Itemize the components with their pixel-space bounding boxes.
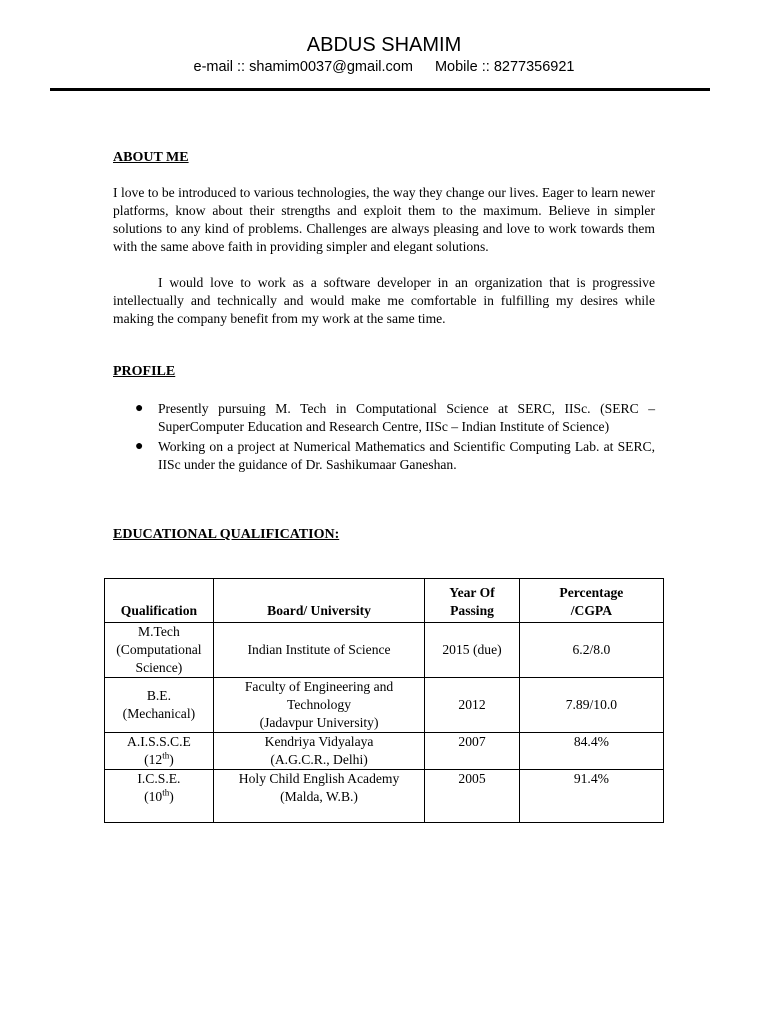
about-paragraph-1: I love to be introduced to various technologies, the way they change our lives. Eager to learn newer platforms, know about their strengths and exploit them to the maximum. Believe in simpler solutions to any kind of problems. Challenges are always pleasing and love to work towards them with the same above faith in providing simpler and elegant solutions. — [113, 185, 655, 254]
mobile-label: Mobile :: — [434, 59, 490, 75]
profile-item-text: Working on a project at Numerical Mathematics and Scientific Computing Lab. at SERC, IISc under the guidance of Dr. Sashikumaar Ganeshan. — [158, 439, 655, 472]
year-cell: 2005 — [425, 770, 520, 823]
score-cell: 84.4% — [519, 733, 663, 770]
board-cell: Holy Child English Academy (Malda, W.B.) — [213, 770, 424, 823]
score-cell: 6.2/8.0 — [519, 623, 663, 678]
profile-list-item — [113, 438, 655, 474]
profile-item-text: Presently pursuing M. Tech in Computational Science at SERC, IISc. (SERC – SuperComputer Education and Research Centre, IISc – Indian Institute of Science) — [158, 401, 655, 434]
email-label: e-mail :: — [193, 59, 246, 75]
profile-list — [113, 400, 655, 476]
year-cell: 2015 (due) — [425, 623, 520, 678]
contact-line — [0, 58, 768, 76]
qualification-cell: A.I.S.S.C.E (12th) — [105, 733, 214, 770]
about-heading: ABOUT ME — [113, 150, 189, 165]
year-cell: 2012 — [425, 678, 520, 733]
bullet-icon: ● — [135, 439, 144, 454]
resume-name: ABDUS SHAMIM — [306, 34, 462, 56]
profile-heading: PROFILE — [113, 364, 176, 379]
table-header-row — [105, 579, 664, 623]
education-heading: EDUCATIONAL QUALIFICATION: — [113, 527, 340, 542]
profile-list-item — [113, 400, 655, 436]
year-cell: 2007 — [425, 733, 520, 770]
score-cell: 7.89/10.0 — [519, 678, 663, 733]
board-cell: Indian Institute of Science — [213, 623, 424, 678]
column-header-board: Board/ University — [213, 579, 424, 623]
mobile-number: 8277356921 — [493, 59, 575, 75]
score-cell: 91.4% — [519, 770, 663, 823]
email-address[interactable]: shamim0037@gmail.com — [249, 59, 413, 75]
qualification-cell: M.Tech (Computational Science) — [105, 623, 214, 678]
table-row — [105, 733, 664, 770]
board-cell: Faculty of Engineering and Technology (Jadavpur University) — [213, 678, 424, 733]
table-row — [105, 623, 664, 678]
header-divider — [50, 88, 710, 91]
column-header-percentage: Percentage /CGPA — [519, 579, 663, 623]
board-cell: Kendriya Vidyalaya (A.G.C.R., Delhi) — [213, 733, 424, 770]
qualification-cell: B.E. (Mechanical) — [105, 678, 214, 733]
education-table — [104, 578, 664, 823]
about-paragraph-2: I would love to work as a software developer in an organization that is progressive intellectually and technically and would make me comfortable in fulfilling my desires while making the company benefit from my work at the same time. — [113, 275, 655, 326]
column-header-qualification: Qualification — [105, 579, 214, 623]
qualification-cell: I.C.S.E. (10th) — [105, 770, 214, 823]
bullet-icon: ● — [135, 401, 144, 416]
table-row — [105, 678, 664, 733]
column-header-year: Year Of Passing — [425, 579, 520, 623]
table-row — [105, 770, 664, 823]
